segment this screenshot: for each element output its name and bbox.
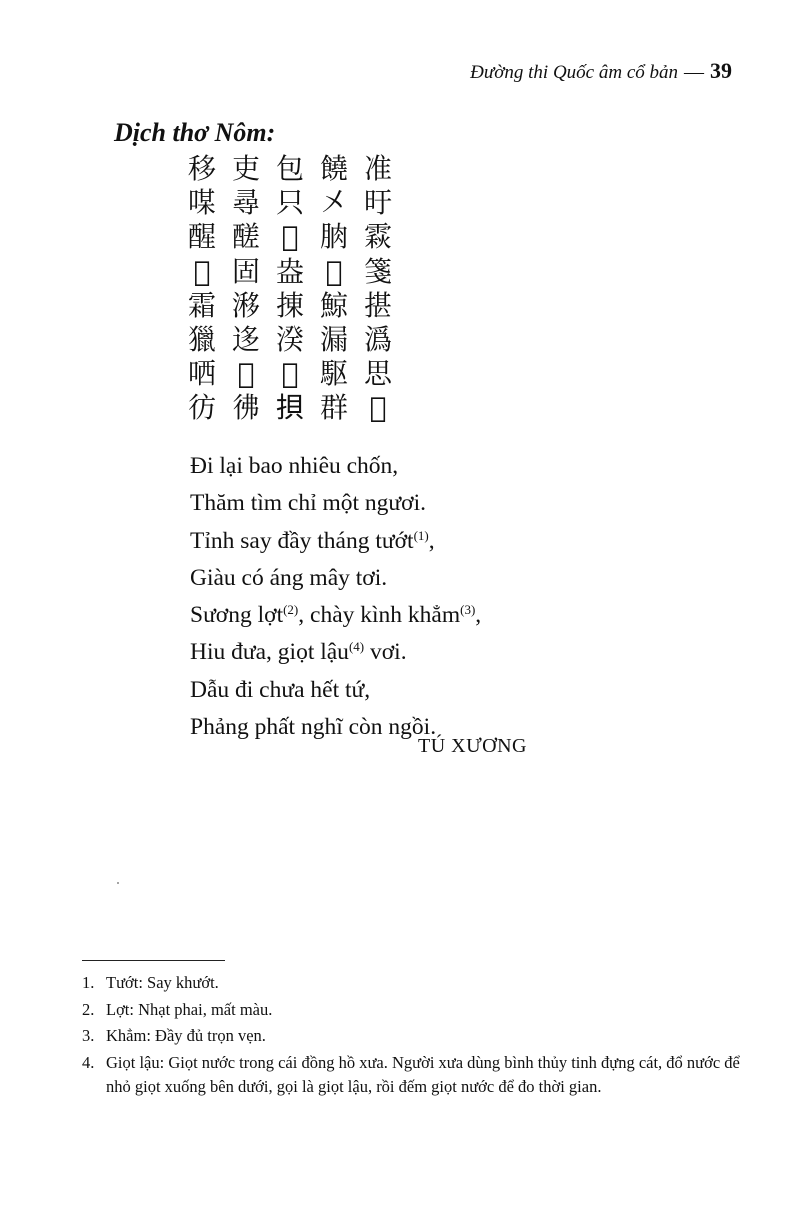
nom-char: 包 <box>275 152 304 185</box>
vietnamese-translation <box>190 448 481 746</box>
footnote-text: Lợt: Nhạt phai, mất màu. <box>106 999 273 1019</box>
nom-char: 醝 <box>231 220 260 254</box>
footnote-text: Giọt lậu: Giọt nước trong cái đồng hồ xưa. Người xưa dùng bình thủy tinh đựng cát, đổ nước để nhỏ giọt xuống bên dưới, gọi là giọt lậu, rồi đếm giọt nước để đo thời gian. <box>106 1052 740 1096</box>
poem-line-text: , chày kình khẳm <box>298 602 461 629</box>
footnote-number: 2. <box>82 999 95 1019</box>
nom-char: 㖼 <box>187 186 216 220</box>
poem-line <box>190 448 481 485</box>
nom-char: 朒 <box>319 220 348 254</box>
nom-char: 𩅹 <box>325 254 343 288</box>
poem-line-text: , <box>475 602 482 629</box>
nom-char: 移 <box>187 152 216 185</box>
nom-char: 𣛠 <box>193 254 211 288</box>
nom-char: 湀 <box>275 322 304 356</box>
footnote-text: Khẳm: Đầy đủ trọn vẹn. <box>106 1026 266 1045</box>
poem-line <box>190 523 481 560</box>
nom-char: 彷 <box>187 391 216 425</box>
nom-char: 哂 <box>187 357 216 391</box>
footnote-item <box>82 1024 742 1049</box>
nom-line <box>187 186 393 220</box>
footnotes <box>82 971 742 1102</box>
poem-line-text: Thăm tìm chỉ một ngươi. <box>190 490 426 517</box>
footnote-ref: (1) <box>413 527 429 543</box>
poem-line-text: Sương lợt <box>190 602 284 629</box>
nom-char: 𢭲 <box>275 391 304 425</box>
nom-char: 固 <box>231 254 260 288</box>
nom-line <box>187 289 393 323</box>
page-number: 39 <box>710 58 732 83</box>
section-title: Dịch thơ Nôm: <box>114 118 276 147</box>
author: TÚ XƯƠNG <box>418 735 527 757</box>
footnote-text: Tướt: Say khướt. <box>106 973 219 992</box>
poem-line-text: Dẫu đi chưa hết tứ, <box>190 676 371 703</box>
footnote-item <box>82 1051 742 1100</box>
nom-char: 只 <box>275 186 304 220</box>
nom-char: 𧼋 <box>237 357 255 391</box>
nom-line <box>187 255 393 289</box>
nom-char: 駆 <box>319 357 348 391</box>
poem-line-text: vơi. <box>364 639 407 666</box>
footnote-ref: (2) <box>283 602 299 618</box>
nom-char: 漏 <box>319 322 348 356</box>
footnote-ref: (4) <box>348 639 365 655</box>
nom-char: 㨂 <box>275 288 304 322</box>
nom-char: 㐅 <box>319 186 348 220</box>
nom-char: 醒 <box>187 220 216 254</box>
nom-line <box>187 220 393 254</box>
nom-char: 𡗉 <box>369 391 387 425</box>
nom-char: 饒 <box>319 152 348 185</box>
footnote-number: 4. <box>82 1052 95 1072</box>
poem-line <box>190 634 481 671</box>
nom-line <box>187 357 393 391</box>
poem-line-text: , <box>428 527 435 554</box>
print-speck <box>117 882 119 884</box>
nom-char: 潙 <box>363 322 392 356</box>
nom-char: 霜 <box>187 288 216 322</box>
nom-poem <box>187 152 393 426</box>
nom-char: 𩄍 <box>363 220 392 254</box>
nom-char: 群 <box>319 391 348 425</box>
poem-line <box>190 485 481 522</box>
nom-char: 尋 <box>231 186 260 220</box>
header-separator: — <box>684 61 704 83</box>
footnote-divider <box>82 960 225 961</box>
footnote-number: 3. <box>82 1026 95 1045</box>
footnote-item <box>82 971 742 996</box>
nom-char: 箋 <box>363 254 392 288</box>
poem-line-text: Hiu đưa, giọt lậu <box>190 639 349 666</box>
nom-line <box>187 391 393 425</box>
nom-char: 准 <box>363 152 392 185</box>
nom-char: 𣻆 <box>281 220 299 254</box>
nom-char: 𣻗 <box>231 288 260 322</box>
poem-line-text: Phảng phất nghĩ còn ngồi. <box>190 714 437 741</box>
poem-line <box>190 672 481 709</box>
nom-char: 𡗶 <box>281 357 299 391</box>
nom-char: 迻 <box>231 322 260 356</box>
footnote-ref: (3) <box>460 602 476 618</box>
nom-char: 鯨 <box>319 288 348 322</box>
poem-line <box>190 560 481 597</box>
nom-char: 旴 <box>363 186 392 220</box>
nom-char: 獵 <box>187 322 216 356</box>
nom-char: 思 <box>363 357 392 391</box>
poem-line-text: Tỉnh say đầy tháng tướt <box>190 527 414 554</box>
poem-line <box>190 597 481 634</box>
nom-char: 揕 <box>363 288 392 322</box>
nom-char: 盎 <box>275 254 304 288</box>
poem-line-text: Giàu có áng mây tơi. <box>190 564 388 591</box>
nom-char: 吏 <box>231 152 260 185</box>
poem-line-text: Đi lại bao nhiêu chốn, <box>190 453 399 479</box>
nom-line <box>187 323 393 357</box>
book-title: Đường thi Quốc âm cổ bản <box>470 62 678 83</box>
footnote-item <box>82 998 742 1023</box>
nom-char: 彿 <box>231 391 260 425</box>
nom-line <box>187 152 393 186</box>
footnote-number: 1. <box>82 973 95 992</box>
running-header <box>470 58 732 84</box>
